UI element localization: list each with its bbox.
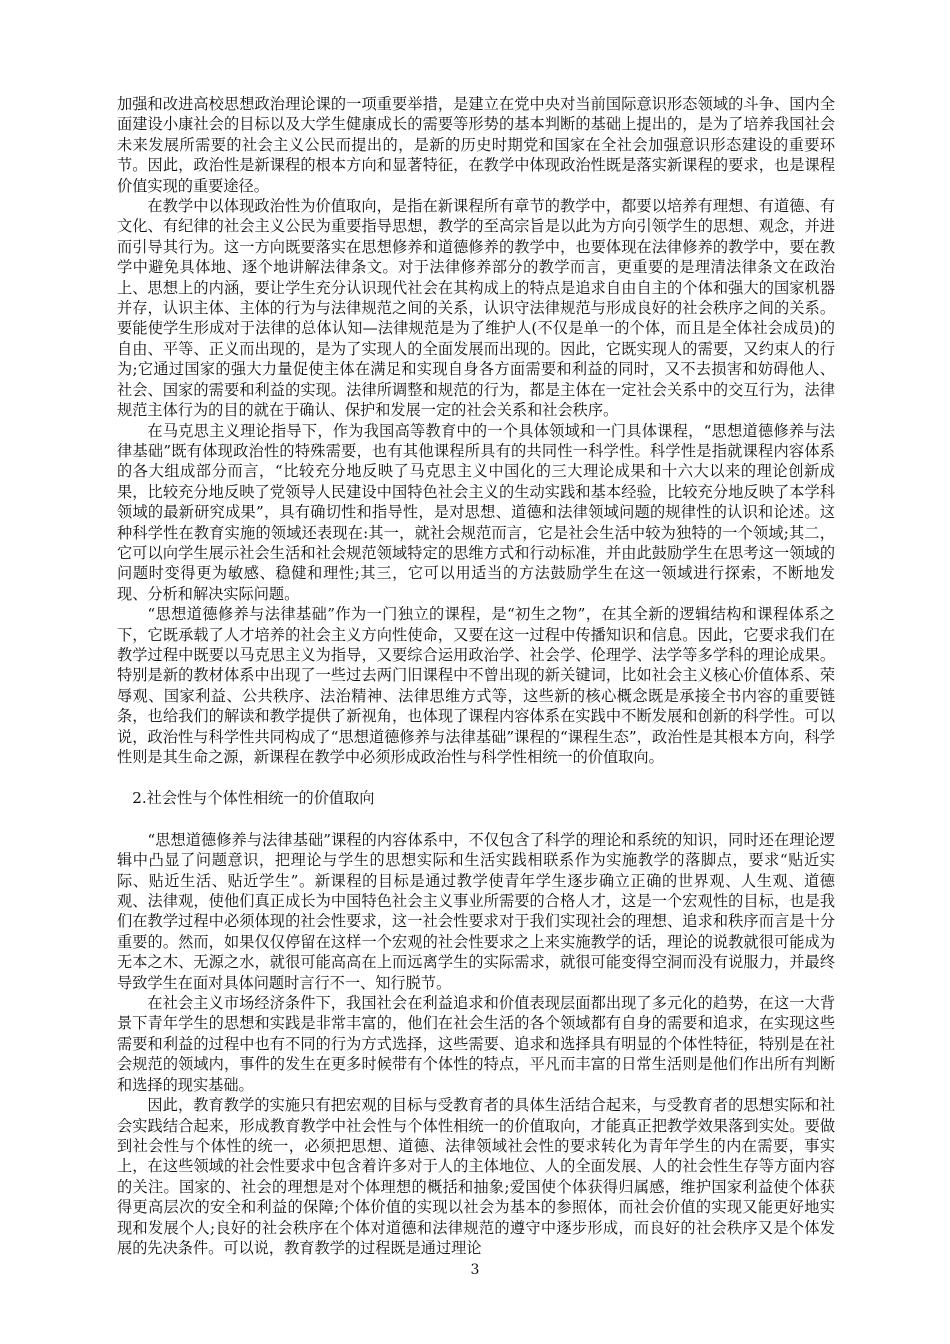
paragraph: “思想道德修养与法律基础”作为一门独立的课程，是“初生之物”，在其全新的逻辑结构和课程体系之下，它既承载了人才培养的社会主义方向性使命，又要在这一过程中传播知识和信息。因此，它要求我们在教学过程中既要以马克思主义为指导，又要综合运用政治学、社会学、伦理学、法学等多学科的理论成果。特别是新的教材体系中出现了一些过去两门旧课程中不曾出现的新关键词，比如社会主义核心价值体系、荣辱观、国家利益、公共秩序、法治精神、法律思维方式等，这些新的核心概念既是承接全书内容的重要链条，也给我们的解读和教学提供了新视角，也体现了课程内容体系在实践中不断发展和创新的科学性。可以说，政治性与科学性共同构成了“思想道德修养与法律基础”课程的“课程生态”，政治性是其根本方向，科学性则是其生命之源，新课程在教学中必须形成政治性与科学性相统一的价值取向。: [117, 605, 835, 766]
section-heading: 2.社会性与个体性相统一的价值取向: [132, 789, 375, 808]
paragraph: 因此，教育教学的实施只有把宏观的目标与受教育者的具体生活结合起来，与受教育者的思想实际和社会实践结合起来，形成教育教学中社会性与个体性相统一的价值取向，才能真正把教学效果落到实处。要做到社会性与个体性的统一，必须把思想、道德、法律领域社会性的要求转化为青年学生的内在需要，事实上，在这些领域的社会性要求中包含着许多对于人的主体地位、人的全面发展、人的社会性生存等方面内容的关注。国家的、社会的理想是对个体理想的概括和抽象;爱国使个体获得归属感，维护国家利益使个体获得更高层次的安全和利益的保障;个体价值的实现以社会为基本的参照体，而社会价值的实现又能更好地实现和发展个人;良好的社会秩序在个体对道德和法律规范的遵守中逐步形成，而良好的社会秩序又是个体发展的先决条件。可以说，教育教学的过程既是通过理论: [117, 1096, 835, 1257]
page-number: 3: [470, 1262, 480, 1278]
paragraph: 加强和改进高校思想政治理论课的一项重要举措，是建立在党中央对当前国际意识形态领域的斗争、国内全面建设小康社会的目标以及大学生健康成长的需要等形势的基本判断的基础上提出的，是为了培养我国社会未来发展所需要的社会主义公民而提出的，是新的历史时期党和国家在全社会加强意识形态建设的重要环节。因此，政治性是新课程的根本方向和显著特征，在教学中体现政治性既是落实新课程的要求，也是课程价值实现的重要途径。: [117, 95, 835, 195]
paragraph: “思想道德修养与法律基础”课程的内容体系中，不仅包含了科学的理论和系统的知识，同时还在理论逻辑中凸显了问题意识，把理论与学生的思想实际和生活实践相联系作为实施教学的落脚点，要求“贴近实际、贴近生活、贴近学生”。新课程的目标是通过教学使青年学生逐步确立正确的世界观、人生观、道德观、法律观，使他们真正成长为中国特色社会主义事业所需要的合格人才，这是一个宏观性的目标，也是我们在教学过程中必须体现的社会性要求，这一社会性要求对于我们实现社会的理想、追求和秩序而言是十分重要的。然而，如果仅仅停留在这样一个宏观的社会性要求之上来实施教学的话，理论的说教就很可能成为无本之木、无源之水，就很可能高高在上而远离学生的实际需求，就很可能变得空洞而没有说服力，并最终导致学生在面对具体问题时言行不一、知行脱节。: [117, 830, 835, 992]
document-body: [117, 94, 835, 1258]
paragraph: 在马克思主义理论指导下，作为我国高等教育中的一个具体领域和一门具体课程，“思想道德修养与法律基础”既有体现政治性的特殊需要，也有其他课程所具有的共同性一科学性。科学性是指就课程内容体系的各大组成部分而言，“比较充分地反映了马克思主义中国化的三大理论成果和十六大以来的理论创新成果，比较充分地反映了党领导人民建设中国特色社会主义的生动实践和基本经验，比较充分地反映了本学科领域的最新研究成果”，具有确切性和指导性，是对思想、道德和法律领域问题的规律性的认识和论述。这种科学性在教育实施的领域还表现在:其一，就社会规范而言，它是社会生活中较为独特的一个领域;其二，它可以向学生展示社会生活和社会规范领域特定的思维方式和行动标准，并由此鼓励学生在思考这一领域的问题时变得更为敏感、稳健和理性;其三，它可以用适当的方法鼓励学生在这一领域进行探索，不断地发现、分析和解决实际问题。: [117, 421, 835, 603]
paragraph: 在教学中以体现政治性为价值取向，是指在新课程所有章节的教学中，都要以培养有理想、有道德、有文化、有纪律的社会主义公民为重要指导思想，教学的至高宗旨是以此为方向引领学生的思想、观念，并进而引导其行为。这一方向既要落实在思想修养和道德修养的教学中，也要体现在法律修养的教学中，要在教学中避免具体地、逐个地讲解法律条文。对于法律修养部分的教学而言，更重要的是理清法律条文在政治上、思想上的内涵，要让学生充分认识现代社会在其构成上的特点是追求自由自主的个体和强大的国家机器并存，认识主体、主体的行为与法律规范之间的关系，认识守法律规范与形成良好的社会秩序之间的关系。要能使学生形成对于法律的总体认知—法律规范是为了维护人(不仅是单一的个体，而且是全体社会成员)的自由、平等、正义而出现的，是为了实现人的全面发展而出现的。因此，它既实现人的需要，又约束人的行为;它通过国家的强大力量促使主体在满足和实现自身各方面需要和利益的同时，又不去损害和妨碍他人、社会、国家的需要和利益的实现。法律所调整和规范的行为，都是主体在一定社会关系中的交互行为，法律规范主体行为的目的就在于确认、保护和发展一定的社会关系和社会秩序。: [117, 197, 835, 420]
paragraph: 在社会主义市场经济条件下，我国社会在利益追求和价值表现层面都出现了多元化的趋势，在这一大背景下青年学生的思想和实践是非常丰富的，他们在社会生活的各个领域都有自身的需要和追求，在实现这些需要和利益的过程中也有不同的行为方式选择，这些需要、追求和选择具有明显的个体性特征，特别是在社会规范的领域内，事件的发生在更多时候带有个体性的特点，平凡而丰富的日常生活则是他们作出所有判断和选择的现实基础。: [117, 994, 835, 1094]
